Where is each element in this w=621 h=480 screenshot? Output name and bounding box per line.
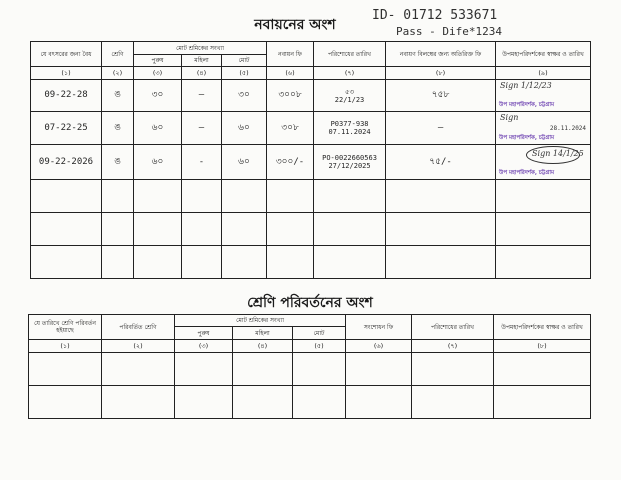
row-male: ৩০ [134, 80, 182, 112]
header-female: মহিলা [182, 55, 222, 67]
header-signature: উপমহাপরিদর্শকের স্বাক্ষর ও তারিখ [496, 42, 591, 67]
row-late-fee: — [386, 112, 496, 145]
header-paid-date: পরিশোধের তারিখ [314, 42, 386, 67]
header-class: শ্রেণি [102, 42, 134, 67]
row-total: ৬০ [222, 112, 267, 145]
row-late-fee: ৭৫৮ [386, 80, 496, 112]
table-row [29, 353, 591, 386]
header-date: যে তারিখে শ্রেণি পরিবর্তন হইয়াছে [29, 315, 102, 340]
header-late-fee: নবায়ণ বিলম্বের জন্য অতিরিক্ত ফি [386, 42, 496, 67]
col-number: (৮) [494, 340, 591, 353]
header-year: যে বৎসরের জন্য বৈধ [31, 42, 102, 67]
table-row [29, 386, 591, 419]
class-change-section-title: শ্রেণি পরিবর্তনের অংশ [247, 295, 373, 311]
col-number: (৫) [293, 340, 346, 353]
official-stamp: উপ মহাপরিদর্শক, চট্টগ্রাম [499, 135, 555, 141]
row-female: - [182, 145, 222, 180]
paid-top: PO-0022660563 [322, 154, 377, 162]
signature: Sign 1/12/23 [500, 81, 552, 90]
paid-bottom: 07.11.2024 [328, 128, 371, 136]
row-male: ৬০ [134, 145, 182, 180]
paid-top: ৫৩ [344, 87, 355, 96]
col-number: (৪) [233, 340, 293, 353]
row-total: ৩০ [222, 80, 267, 112]
row-year: 09-22-28 [31, 80, 102, 112]
header-workers: মোট শ্রমিকের সংখ্যা [175, 315, 346, 327]
paid-bottom: 27/12/2025 [328, 162, 371, 170]
table-row [31, 180, 591, 213]
renewal-table [30, 41, 591, 279]
row-signature [496, 145, 591, 180]
col-number: (১) [31, 67, 102, 80]
col-number: (৫) [222, 67, 267, 80]
header-signature: উপমহাপরিদর্শকের স্বাক্ষর ও তারিখ [494, 315, 591, 340]
row-class: ঙ [102, 112, 134, 145]
paid-top: P0377-938 [330, 120, 369, 128]
row-year: 07-22-25 [31, 112, 102, 145]
signature-date: 28.11.2024 [549, 125, 587, 132]
table-row [31, 145, 591, 180]
col-number: (২) [102, 67, 134, 80]
col-number: (৪) [182, 67, 222, 80]
table-row [31, 80, 591, 112]
row-signature [496, 80, 591, 112]
row-signature [496, 112, 591, 145]
row-fee: ৩০০/- [267, 145, 314, 180]
col-number: (৩) [175, 340, 233, 353]
row-late-fee: ৭৫/- [386, 145, 496, 180]
header-male: পুরুষ [134, 55, 182, 67]
row-class: ঙ [102, 80, 134, 112]
row-paid-date [314, 145, 386, 180]
col-number: (৮) [386, 67, 496, 80]
col-number: (৭) [412, 340, 494, 353]
table-row [31, 213, 591, 246]
row-female: — [182, 80, 222, 112]
header-male: পুরুষ [175, 327, 233, 340]
col-number: (৩) [134, 67, 182, 80]
paid-bottom: 22/1/23 [334, 95, 365, 104]
row-year: 09-22-2026 [31, 145, 102, 180]
row-class: ঙ [102, 145, 134, 180]
row-male: ৬০ [134, 112, 182, 145]
row-fee: ৩০৮ [267, 112, 314, 145]
col-number: (১) [29, 340, 102, 353]
row-fee: ৩০০৮ [267, 80, 314, 112]
header-total: মোট [222, 55, 267, 67]
col-number: (২) [102, 340, 175, 353]
col-number: (৯) [496, 67, 591, 80]
official-stamp: উপ মহাপরিদর্শক, চট্টগ্রাম [499, 102, 555, 108]
signature: Sign 14/1/25 [532, 149, 584, 158]
class-change-table [28, 314, 591, 419]
header-new-class: পরিবর্তিত শ্রেণি [102, 315, 175, 340]
header-fee: নবায়ন ফি [267, 42, 314, 67]
pass-annotation: Pass - Dife*1234 [396, 25, 502, 38]
id-annotation: ID- 01712 533671 [372, 8, 498, 23]
row-paid-date [314, 80, 386, 112]
col-number: (৭) [314, 67, 386, 80]
header-fee: সংশোধন ফি [346, 315, 412, 340]
col-number: (৬) [346, 340, 412, 353]
table-row [31, 112, 591, 145]
signature: Sign [500, 113, 519, 122]
renewal-section-title: নবায়নের অংশ [254, 17, 336, 33]
header-female: মহিলা [233, 327, 293, 340]
col-number: (৬) [267, 67, 314, 80]
row-female: — [182, 112, 222, 145]
header-paid-date: পরিশোধের তারিখ [412, 315, 494, 340]
header-workers: মোট শ্রমিকের সংখ্যা [134, 42, 267, 55]
official-stamp: উপ মহাপরিদর্শক, চট্টগ্রাম [499, 170, 555, 176]
row-paid-date [314, 112, 386, 145]
row-total: ৬০ [222, 145, 267, 180]
table-row [31, 246, 591, 279]
header-total: মোট [293, 327, 346, 340]
